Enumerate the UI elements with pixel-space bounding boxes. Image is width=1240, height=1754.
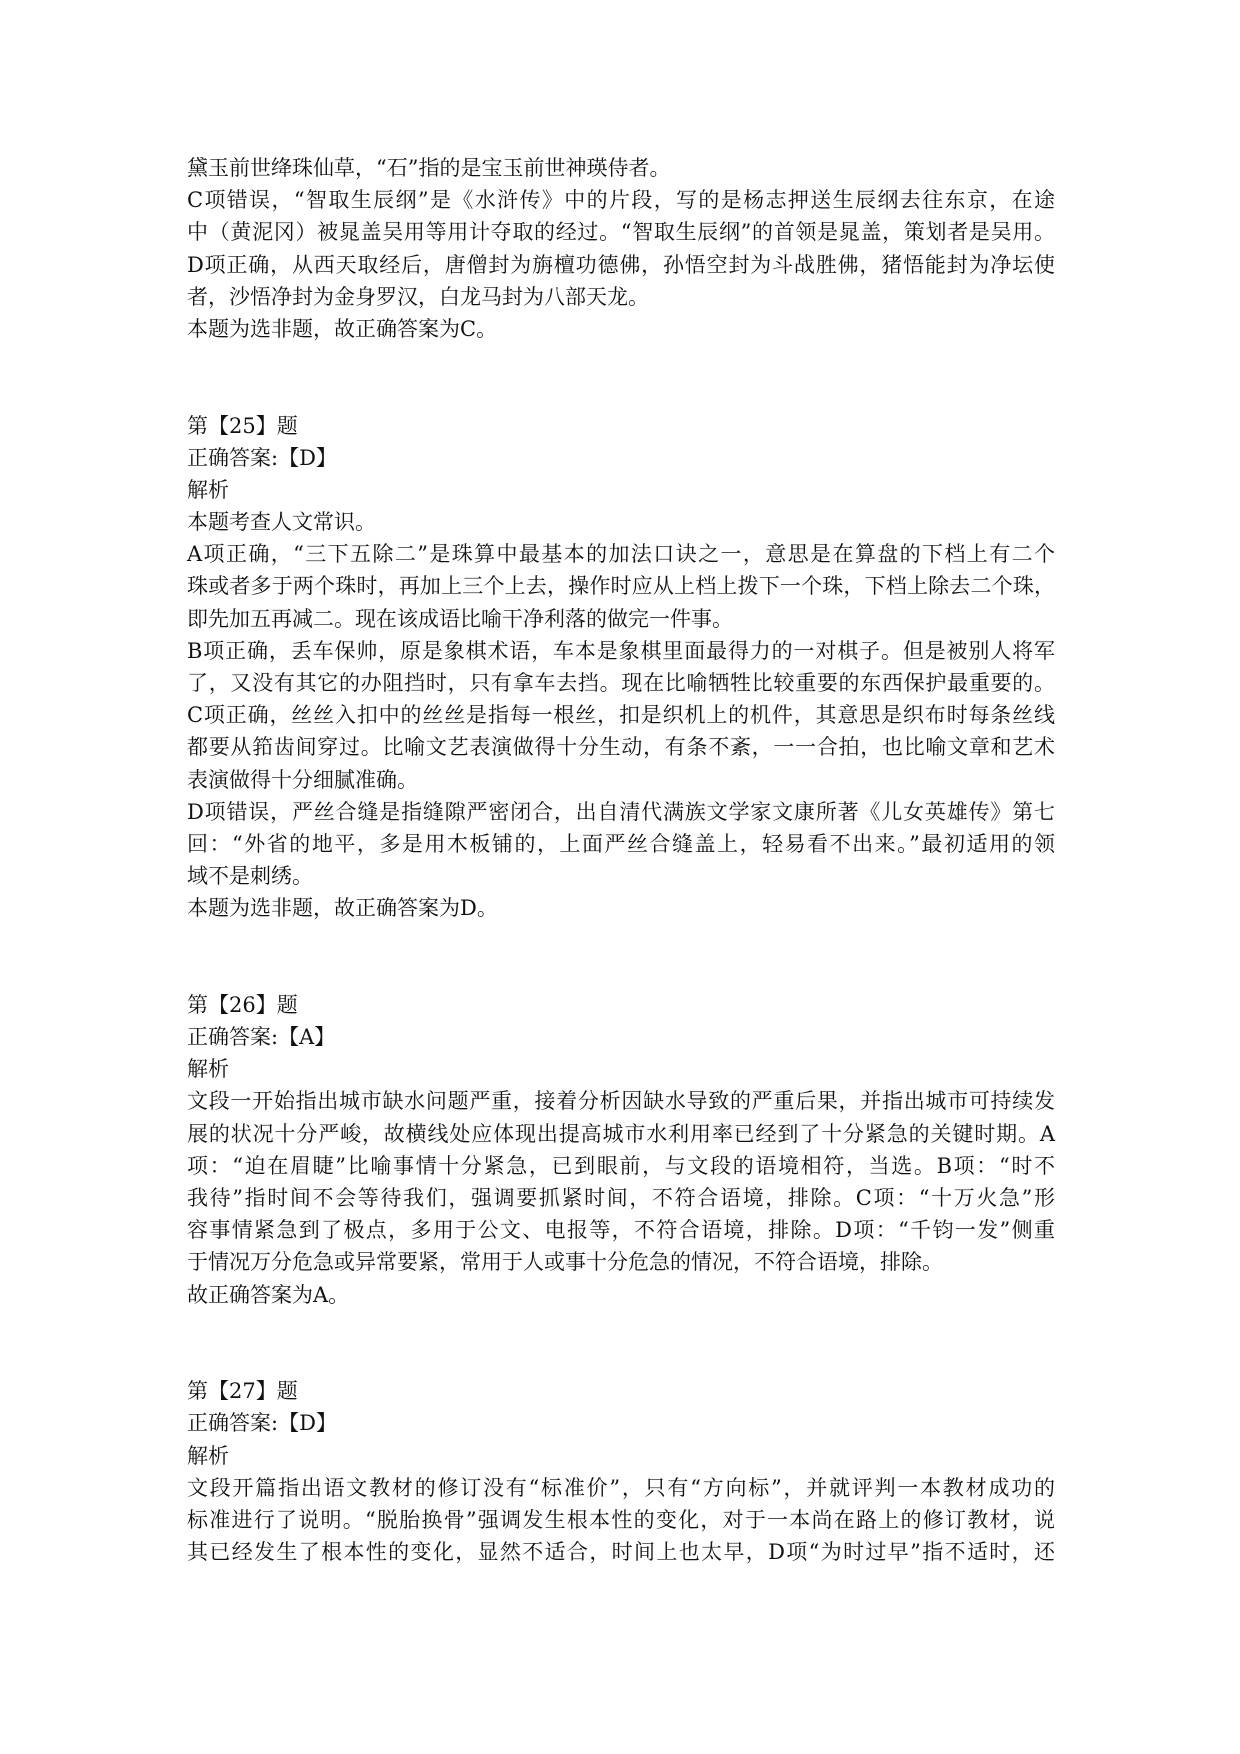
analysis-line: 表演做得十分细腻准确。	[187, 767, 418, 792]
analysis-line: 文段一开始指出城市缺水问题严重，接着分析因缺水导致的严重后果，并指出城市可持续发	[187, 1089, 1055, 1114]
analysis-line: 故正确答案为A。	[187, 1282, 350, 1307]
analysis-line: 文段开篇指出语文教材的修订没有“标准价”，只有“方向标”，并就评判一本教材成功的	[187, 1475, 1055, 1500]
question-title: 第【25】题	[187, 413, 298, 438]
paragraph-line: 中（黄泥冈）被晁盖吴用等用计夺取的经过。“智取生辰纲”的首领是晁盖，策划者是吴用。	[187, 220, 1055, 245]
document-page	[187, 152, 1055, 1568]
analysis-line: 我待”指时间不会等待我们，强调要抓紧时间，不符合语境，排除。C项：“十万火急”形	[187, 1186, 1055, 1211]
analysis-line: 回：“外省的地平，多是用木板铺的，上面严丝合缝盖上，轻易看不出来。”最初适用的领	[187, 831, 1055, 856]
question-title: 第【27】题	[187, 1379, 298, 1404]
correct-answer: 正确答案:【D】	[187, 445, 337, 470]
analysis-line: A项正确，“三下五除二”是珠算中最基本的加法口诀之一，意思是在算盘的下档上有二个	[187, 542, 1055, 567]
analysis-heading: 解析	[187, 477, 229, 502]
analysis-line: 项：“迫在眉睫”比喻事情十分紧急，已到眼前，与文段的语境相符，当选。B项：“时不	[187, 1153, 1055, 1178]
analysis-line: 珠或者多于两个珠时，再加上三个上去，操作时应从上档上拨下一个珠，下档上除去二个珠，	[187, 574, 1055, 599]
analysis-line: 其已经发生了根本性的变化，显然不适合，时间上也太早，D项“为时过早”指不适时，还	[187, 1540, 1055, 1565]
question-title: 第【26】题	[187, 992, 298, 1017]
section-spacer	[187, 1311, 1055, 1375]
paragraph-line: 黛玉前世绛珠仙草，“石”指的是宝玉前世神瑛侍者。	[187, 156, 671, 180]
analysis-line: 容事情紧急到了极点，多用于公文、电报等，不符合语境，排除。D项：“千钧一发”侧重	[187, 1218, 1055, 1243]
paragraph-line: D项正确，从西天取经后，唐僧封为旃檀功德佛，孙悟空封为斗战胜佛，猪悟能封为净坛使	[187, 252, 1055, 277]
analysis-line: 本题为选非题，故正确答案为D。	[187, 896, 498, 921]
analysis-heading: 解析	[187, 1443, 229, 1468]
analysis-line: 于情况万分危急或异常要紧，常用于人或事十分危急的情况，不符合语境，排除。	[187, 1250, 943, 1275]
section-spacer	[187, 925, 1055, 989]
analysis-line: 了，又没有其它的办阻挡时，只有拿车去挡。现在比喻牺牲比较重要的东西保护最重要的。	[187, 671, 1055, 696]
analysis-heading: 解析	[187, 1057, 229, 1082]
analysis-line: 即先加五再减二。现在该成语比喻干净利落的做完一件事。	[187, 606, 733, 631]
analysis-line: 展的状况十分严峻，故横线处应体现出提高城市水利用率已经到了十分紧急的关键时期。A	[187, 1121, 1055, 1146]
analysis-line: 本题考查人文常识。	[187, 510, 376, 535]
analysis-line: 都要从筘齿间穿过。比喻文艺表演做得十分生动，有条不紊，一一合拍，也比喻文章和艺术	[187, 735, 1055, 760]
correct-answer: 正确答案:【A】	[187, 1025, 336, 1050]
analysis-line: C项正确，丝丝入扣中的丝丝是指每一根丝，扣是织机上的机件，其意思是织布时每条丝线	[187, 703, 1055, 728]
analysis-line: 标准进行了说明。“脱胎换骨”强调发生根本性的变化，对于一本尚在路上的修订教材，说	[187, 1507, 1055, 1532]
paragraph-line: C项错误，“智取生辰纲”是《水浒传》中的片段，写的是杨志押送生辰纲去往东京，在途	[187, 188, 1055, 213]
paragraph-line: 本题为选非题，故正确答案为C。	[187, 316, 498, 341]
paragraph-line: 者，沙悟净封为金身罗汉，白龙马封为八部天龙。	[187, 284, 649, 309]
section-spacer	[187, 345, 1055, 409]
analysis-line: 域不是刺绣。	[187, 864, 313, 889]
analysis-line: B项正确，丢车保帅，原是象棋术语，车本是象棋里面最得力的一对棋子。但是被别人将军	[187, 638, 1055, 663]
correct-answer: 正确答案:【D】	[187, 1411, 337, 1436]
analysis-line: D项错误，严丝合缝是指缝隙严密闭合，出自清代满族文学家文康所著《儿女英雄传》第七	[187, 799, 1055, 824]
